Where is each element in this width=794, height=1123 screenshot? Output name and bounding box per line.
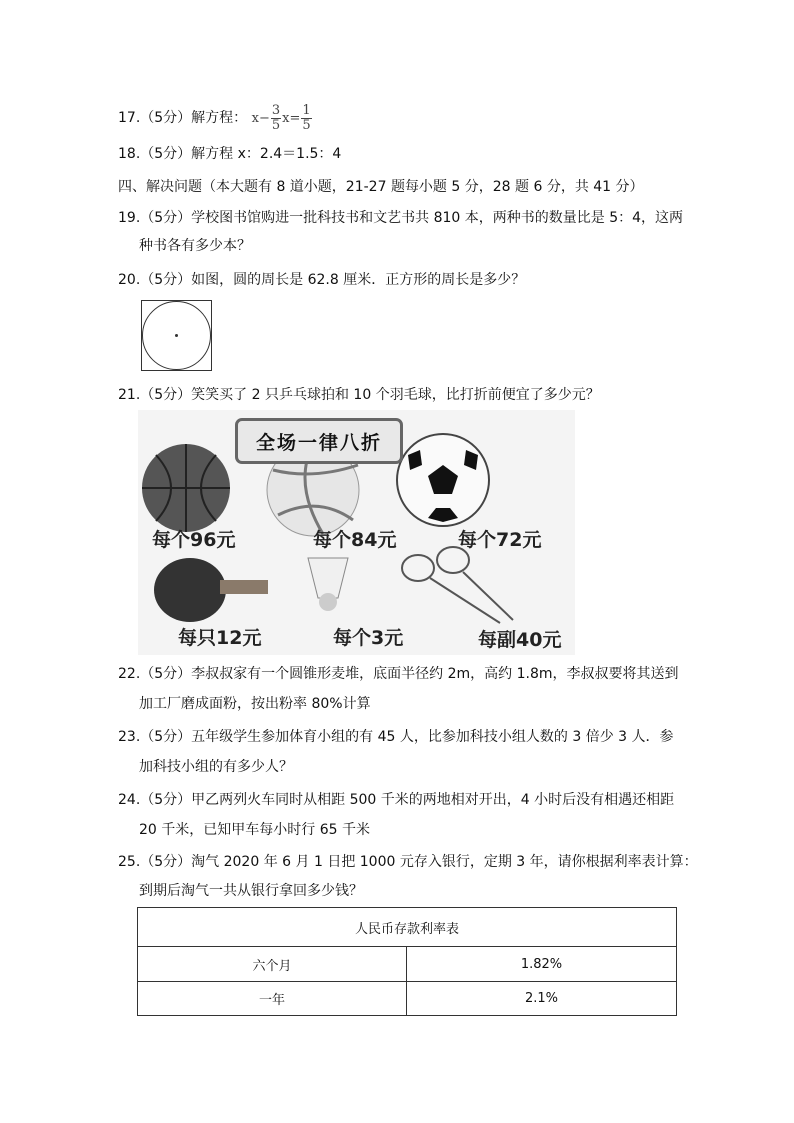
fraction [301,104,311,133]
question-19-cont: 种书各有多少本？ [139,238,251,254]
question-24: 24.（5分）甲乙两列火车同时从相距 500 千米的两地相对开出，4 小时后没有相遇还相距 [118,792,675,808]
term-cell: 一年 [138,982,407,1016]
circle-in-square-figure [141,300,212,371]
question-17 [118,104,313,133]
term-cell: 六个月 [138,947,407,982]
var: x [251,111,259,126]
soccer-ball-icon [397,434,489,526]
ping-pong-paddle-icon [154,558,268,622]
den: 5 [302,118,311,133]
var: x= [282,111,301,126]
op: − [258,111,270,126]
question-19: 19.（5分）学校图书馆购进一批科技书和文艺书共 810 本，两种书的数量比是 5：4，这两 [118,210,684,226]
price-soccer-ball: 每个72元 [458,529,542,551]
num: 3 [271,103,281,118]
question-22: 22.（5分）李叔叔家有一个圆锥形麦堆，底面半径约 2m，高约 1.8m，李叔叔要将其送到 [118,666,679,682]
center-dot [175,334,178,337]
question-23: 23.（5分）五年级学生参加体育小组的有 45 人，比参加科技小组人数的 3 倍少 3 人．参 [118,729,674,745]
question-24-cont: 20 千米，已知甲车每小时行 65 千米 [139,822,370,838]
rate-cell: 2.1% [407,982,677,1016]
question-18: 18.（5分）解方程 x：2.4＝1.5：4 [118,146,342,162]
basketball-icon [142,444,230,532]
table-title: 人民币存款利率表 [138,908,677,947]
num: 1 [302,103,311,118]
table-row [138,947,677,982]
table-row [138,982,677,1016]
question-25: 25.（5分）淘气 2020 年 6 月 1 日把 1000 元存入银行，定期 3 年，请你根据利率表计算： [118,854,698,870]
fraction [271,104,281,133]
price-shuttlecock: 每个3元 [333,627,404,649]
equation [251,103,313,133]
den: 5 [271,118,281,133]
question-22-cont: 加工厂磨成面粉，按出粉率 80%计算 [139,696,371,712]
price-basketball: 每个96元 [152,529,236,551]
question-23-cont: 加科技小组的有多少人？ [139,759,293,775]
shuttlecock-icon [308,558,348,611]
discount-sign: 全场一律八折 [235,418,403,464]
rate-cell: 1.82% [407,947,677,982]
shop-price-image [138,410,575,655]
interest-rate-table [137,907,677,1016]
question-25-cont: 到期后淘气一共从银行拿回多少钱？ [139,883,363,899]
price-volleyball: 每个84元 [313,529,397,551]
question-20: 20.（5分）如图，圆的周长是 62.8 厘米．正方形的周长是多少？ [118,272,526,288]
q17-text: 17.（5分）解方程： [118,110,248,126]
badminton-rackets-icon [402,547,513,623]
price-rackets: 每副40元 [478,629,562,651]
price-paddle: 每只12元 [178,627,262,649]
section-heading: 四、解决问题（本大题有 8 道小题，21-27 题每小题 5 分，28 题 6 分，共 41 分） [118,179,644,195]
question-21: 21.（5分）笑笑买了 2 只乒乓球拍和 10 个羽毛球，比打折前便宜了多少元？ [118,387,600,403]
